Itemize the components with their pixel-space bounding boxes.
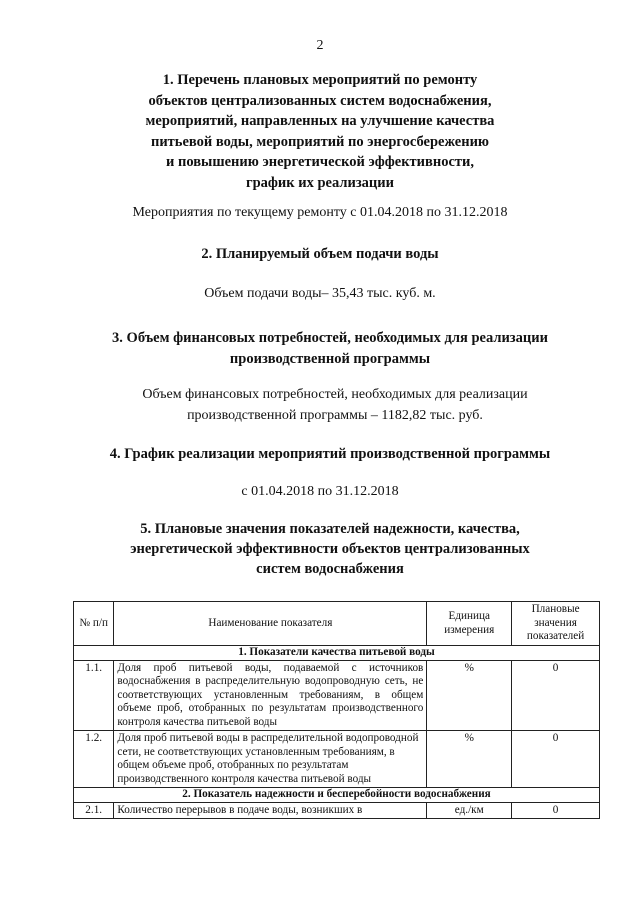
header-value: Плановые значения показателей [512,602,600,646]
section2-heading: 2. Планируемый объем подачи воды [201,246,439,262]
text-line: производственной программы – 1182,82 тыс. руб. [187,408,483,423]
group1-title: 1. Показатели качества питьевой воды [74,646,600,661]
heading-line: энергетической эффективности объектов централизованных [130,541,530,557]
heading-line: систем водоснабжения [256,561,404,577]
header-name: Наименование показателя [114,602,427,646]
table-row [74,660,600,731]
section1-text: Мероприятия по текущему ремонту с 01.04.2018 по 31.12.2018 [132,205,508,220]
row-name-text: Количество перерывов в подаче воды, возникших в [117,803,363,816]
row-name: Доля проб питьевой воды, подаваемой с источников водоснабжения в распределительную водопроводную сеть, не соответствующих установленным требованиям, в общем объеме проб, отобранных по результатам производственного контроля качества питьевой воды [114,660,427,731]
table-group-row [74,646,600,661]
section4-heading: 4. График реализации мероприятий производственной программы [109,446,551,462]
heading-line: 1. Перечень плановых мероприятий по ремонту [162,72,478,88]
section1-heading [0,70,640,194]
header-unit: Единица измерения [427,602,512,646]
heading-line: питьевой воды, мероприятий по энергосбережению [150,133,490,150]
section4-text: с 01.04.2018 по 31.12.2018 [241,484,399,499]
row-name: Доля проб питьевой воды в распределительной водопроводной сети, не соответствующих установленным требованиям, в общем объеме проб, отобранных по результатам производственного контроля качества питьевой воды [114,731,427,788]
heading-line: 5. Плановые значения показателей надежности, качества, [140,521,520,537]
heading-line: мероприятий, направленных на улучшение качества [145,113,495,130]
heading-line: 3. Объем финансовых потребностей, необходимых для реализации [112,330,548,346]
table-group-row [74,788,600,803]
heading-line: график их реализации [245,174,394,191]
heading-line: объектов централизованных систем водоснабжения, [148,92,492,109]
text-line: Объем финансовых потребностей, необходимых для реализации [142,387,528,402]
section3-heading [20,328,640,369]
section3-text [30,384,640,426]
table-row [74,731,600,788]
row-name [114,802,427,819]
row-value: 0 [512,731,600,788]
row-unit: % [427,731,512,788]
row-value: 0 [512,660,600,731]
row-num: 1.2. [74,731,114,788]
row-num: 1.1. [74,660,114,731]
header-num: № п/п [74,602,114,646]
page-number: 2 [316,38,324,53]
row-unit: % [427,660,512,731]
heading-line: и повышению энергетической эффективности, [166,154,474,171]
row-value: 0 [512,802,600,819]
row-unit: ед./км [427,802,512,819]
table-header-row [74,602,600,646]
group2-title: 2. Показатель надежности и бесперебойности водоснабжения [74,788,600,803]
table-row [74,802,600,819]
heading-line: производственной программы [229,350,431,367]
section5-heading [20,519,640,579]
indicators-table [73,601,600,819]
section2-text: Объем подачи воды– 35,43 тыс. куб. м. [204,286,436,301]
row-num: 2.1. [74,802,114,819]
